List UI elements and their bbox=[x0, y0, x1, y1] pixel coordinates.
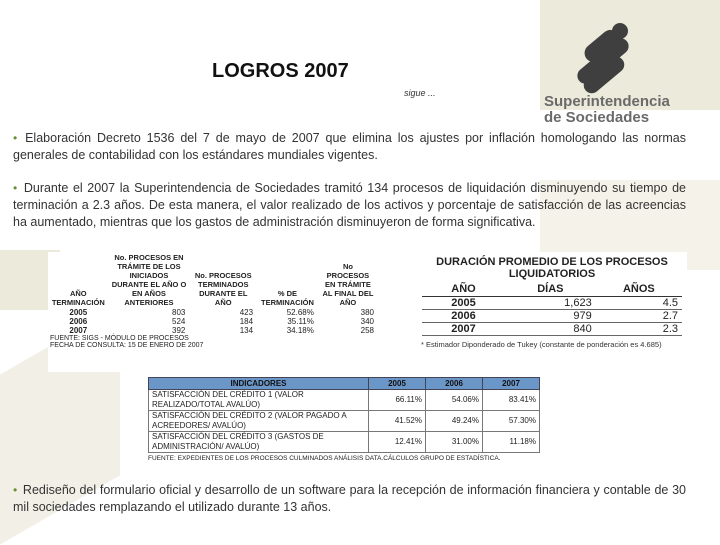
table-cell: 66.11% bbox=[369, 390, 426, 411]
table-cell: 979 bbox=[505, 310, 596, 323]
logo-line: de Sociedades bbox=[544, 109, 650, 126]
table-cell: 41.52% bbox=[369, 411, 426, 432]
table-cell: 2005 bbox=[69, 308, 88, 317]
table-cell: 11.18% bbox=[483, 432, 540, 453]
table-cell: 840 bbox=[505, 323, 596, 336]
table-source: FUENTE: SIGS - MÓDULO DE PROCESOS bbox=[50, 335, 189, 342]
table-source: FUENTE: EXPEDIENTES DE LOS PROCESOS CULMINADOS ANÁLISIS DATA.CÁLCULOS GRUPO DE ESTADÍSTICA. bbox=[148, 455, 501, 462]
table-cell: 258 bbox=[360, 326, 374, 335]
table-row bbox=[149, 411, 540, 432]
column-header: AÑOS bbox=[596, 282, 682, 297]
logo-text bbox=[544, 94, 694, 126]
column-header: DÍAS bbox=[505, 282, 596, 297]
table-cell: SATISFACCIÓN DEL CRÉDITO 3 (GASTOS DE ADMINISTRACIÓN/ AVALÚO) bbox=[149, 432, 369, 453]
terminacion-table bbox=[48, 252, 382, 372]
table-cell: 803 bbox=[172, 308, 186, 317]
table-cell: 184 bbox=[239, 317, 254, 326]
table-cell: 12.41% bbox=[369, 432, 426, 453]
table-row bbox=[422, 297, 682, 310]
logo-line: Superintendencia bbox=[544, 93, 670, 110]
table-cell: 34.18% bbox=[286, 326, 314, 335]
table-cell: 2.3 bbox=[596, 323, 682, 336]
column-header: 2007 bbox=[483, 378, 540, 390]
table-cell: 83.41% bbox=[483, 390, 540, 411]
table-cell: 2007 bbox=[422, 323, 505, 336]
table-cell: 380 bbox=[360, 308, 374, 317]
table-cell: 35.11% bbox=[287, 317, 314, 326]
paragraph bbox=[13, 180, 686, 231]
paragraph bbox=[13, 482, 686, 516]
column-header: % DE TERMINACIÓN bbox=[261, 289, 314, 307]
table-cell: SATISFACCIÓN DEL CRÉDITO 1 (VALOR REALIZADO/TOTAL AVALÚO) bbox=[149, 390, 369, 411]
paragraph-text: Rediseño del formulario oficial y desarrollo de un software para la recepción de información financiera y contable de 30 mil sociedades remplazando el utilizado durante 13 años. bbox=[13, 483, 686, 514]
table-row bbox=[422, 323, 682, 336]
column-header: 2005 bbox=[369, 378, 426, 390]
table-row bbox=[48, 317, 378, 326]
table-source: FECHA DE CONSULTA: 15 DE ENERO DE 2007 bbox=[50, 342, 204, 349]
table-cell: 2006 bbox=[422, 310, 505, 323]
table-row bbox=[422, 310, 682, 323]
table-row bbox=[48, 308, 378, 317]
table-row bbox=[48, 326, 378, 335]
column-header: No. PROCESOS TERMINADOS DURANTE EL AÑO bbox=[194, 271, 252, 307]
paragraph-text: Durante el 2007 la Superintendencia de Sociedades tramitó 134 procesos de liquidación disminuyendo su tiempo de terminación a 2.3 años. De esta manera, el valor realizado de los activos y porcentaje de satisfacción de las acreencias ha aumentado, mientras que los gastos de administración disminuyeron de forma significativa. bbox=[13, 181, 686, 229]
table-note: * Estimador Diponderado de Tukey (constante de ponderación es 4.685) bbox=[421, 340, 662, 349]
duracion-table bbox=[417, 252, 687, 372]
column-header: No. PROCESOS EN TRÁMITE DE LOS INICIADOS DURANTE EL AÑO O EN AÑOS ANTERIORES bbox=[111, 253, 187, 307]
column-header: AÑO TERMINACIÓN bbox=[51, 289, 105, 307]
paragraph-text: Elaboración Decreto 1536 del 7 de mayo de 2007 que elimina los ajustes por inflación homologando las normas generales de contabilidad con los estándares mundiales vigentes. bbox=[13, 131, 686, 162]
table-cell: 423 bbox=[239, 308, 254, 317]
table-cell: 54.06% bbox=[426, 390, 483, 411]
bullet-icon: • bbox=[13, 181, 18, 195]
table-cell: 1,623 bbox=[505, 297, 596, 310]
table-cell: 134 bbox=[239, 326, 254, 335]
table-cell: 4.5 bbox=[596, 297, 682, 310]
column-header: AÑO bbox=[422, 282, 505, 297]
table-row bbox=[149, 390, 540, 411]
table-cell: 57.30% bbox=[483, 411, 540, 432]
bullet-icon: • bbox=[13, 131, 18, 145]
table-cell: 2006 bbox=[69, 317, 88, 326]
table-row bbox=[149, 432, 540, 453]
column-header: No PROCESOS EN TRÁMITE AL FINAL DEL AÑO bbox=[322, 262, 374, 307]
table-cell: 2005 bbox=[422, 297, 505, 310]
page-title: LOGROS 2007 bbox=[212, 60, 349, 82]
table-cell: 31.00% bbox=[426, 432, 483, 453]
indicadores-table bbox=[146, 376, 542, 474]
table-cell: 52.68% bbox=[286, 308, 314, 317]
bullet-icon: • bbox=[13, 483, 18, 497]
table-cell: 340 bbox=[360, 317, 374, 326]
paragraph bbox=[13, 130, 686, 164]
table-cell: 524 bbox=[172, 317, 186, 326]
table-cell: 49.24% bbox=[426, 411, 483, 432]
table-cell: 2.7 bbox=[596, 310, 682, 323]
table-cell: SATISFACCIÓN DEL CRÉDITO 2 (VALOR PAGADO A ACREEDORES/ AVALÚO) bbox=[149, 411, 369, 432]
table-title: DURACIÓN PROMEDIO DE LOS PROCESOS LIQUIDATORIOS bbox=[436, 256, 668, 280]
continued-note: sigue ... bbox=[404, 88, 436, 98]
column-header: INDICADORES bbox=[149, 378, 369, 390]
column-header: 2006 bbox=[426, 378, 483, 390]
table-cell: 2007 bbox=[69, 326, 88, 335]
table-cell: 392 bbox=[172, 326, 186, 335]
